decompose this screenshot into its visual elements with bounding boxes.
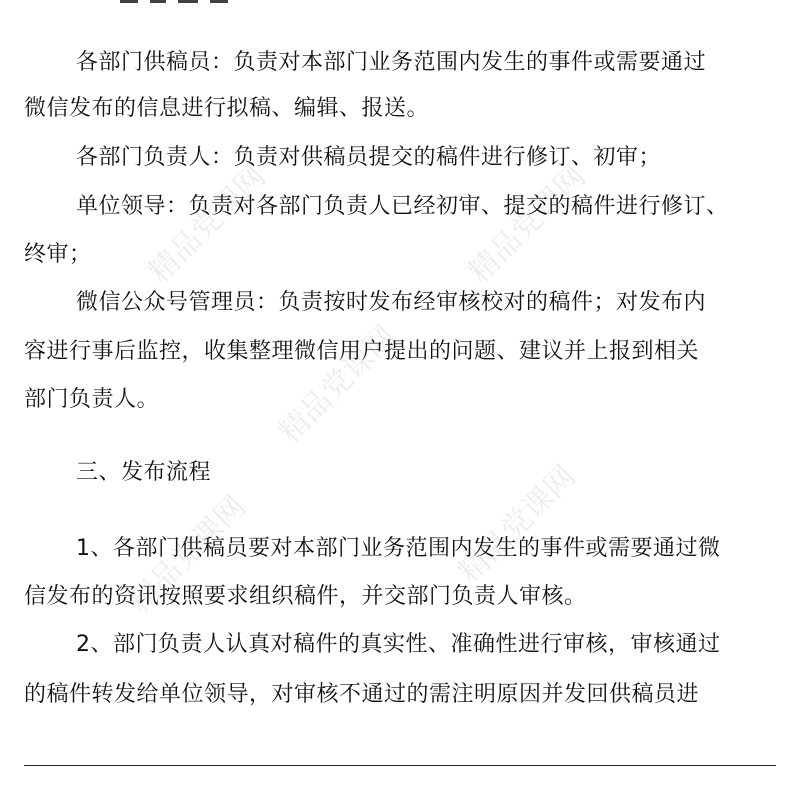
footer-divider: [24, 765, 776, 766]
paragraph-unit-leader-line-2: 终审；: [24, 242, 92, 267]
paragraph-admin-line-2: 容进行事后监控，收集整理微信用户提出的问题、建议并上报到相关: [24, 339, 700, 364]
paragraph-unit-leader-line-1: 单位领导：负责对各部门负责人已经初审、提交的稿件进行修订、: [76, 194, 729, 219]
watermark-text: 精品党课网: [142, 159, 273, 290]
paragraph-contributors-line-2: 微信发布的信息进行拟稿、编辑、报送。: [24, 96, 430, 121]
paragraph-dept-heads-line-1: 各部门负责人：负责对供稿员提交的稿件进行修订、初审；: [76, 145, 662, 170]
paragraph-admin-line-1: 微信公众号管理员：负责按时发布经审核校对的稿件；对发布内: [76, 290, 707, 315]
section-heading: 三、发布流程: [76, 460, 212, 485]
watermark-text: 精品党课网: [462, 159, 593, 290]
paragraph-admin-line-3: 部门负责人。: [24, 387, 160, 412]
paragraph-contributors-line-1: 各部门供稿员：负责对本部门业务范围内发生的事件或需要通过: [76, 50, 707, 75]
step-2-line-1: 2、部门负责人认真对稿件的真实性、准确性进行审核，审核通过: [76, 632, 721, 657]
clipped-heading-fragment: [120, 0, 270, 6]
watermark-text: 精品党课网: [272, 319, 403, 450]
watermark-text: 精品党课网: [452, 459, 583, 590]
watermark-text: 精品党课网: [122, 489, 253, 620]
step-1-line-2: 信发布的资讯按照要求组织稿件，并交部门负责人审核。: [24, 584, 587, 609]
step-1-line-1: 1、各部门供稿员要对本部门业务范围内发生的事件或需要通过微: [76, 536, 721, 561]
step-2-line-2: 的稿件转发给单位领导，对审核不通过的需注明原因并发回供稿员进: [24, 682, 700, 707]
